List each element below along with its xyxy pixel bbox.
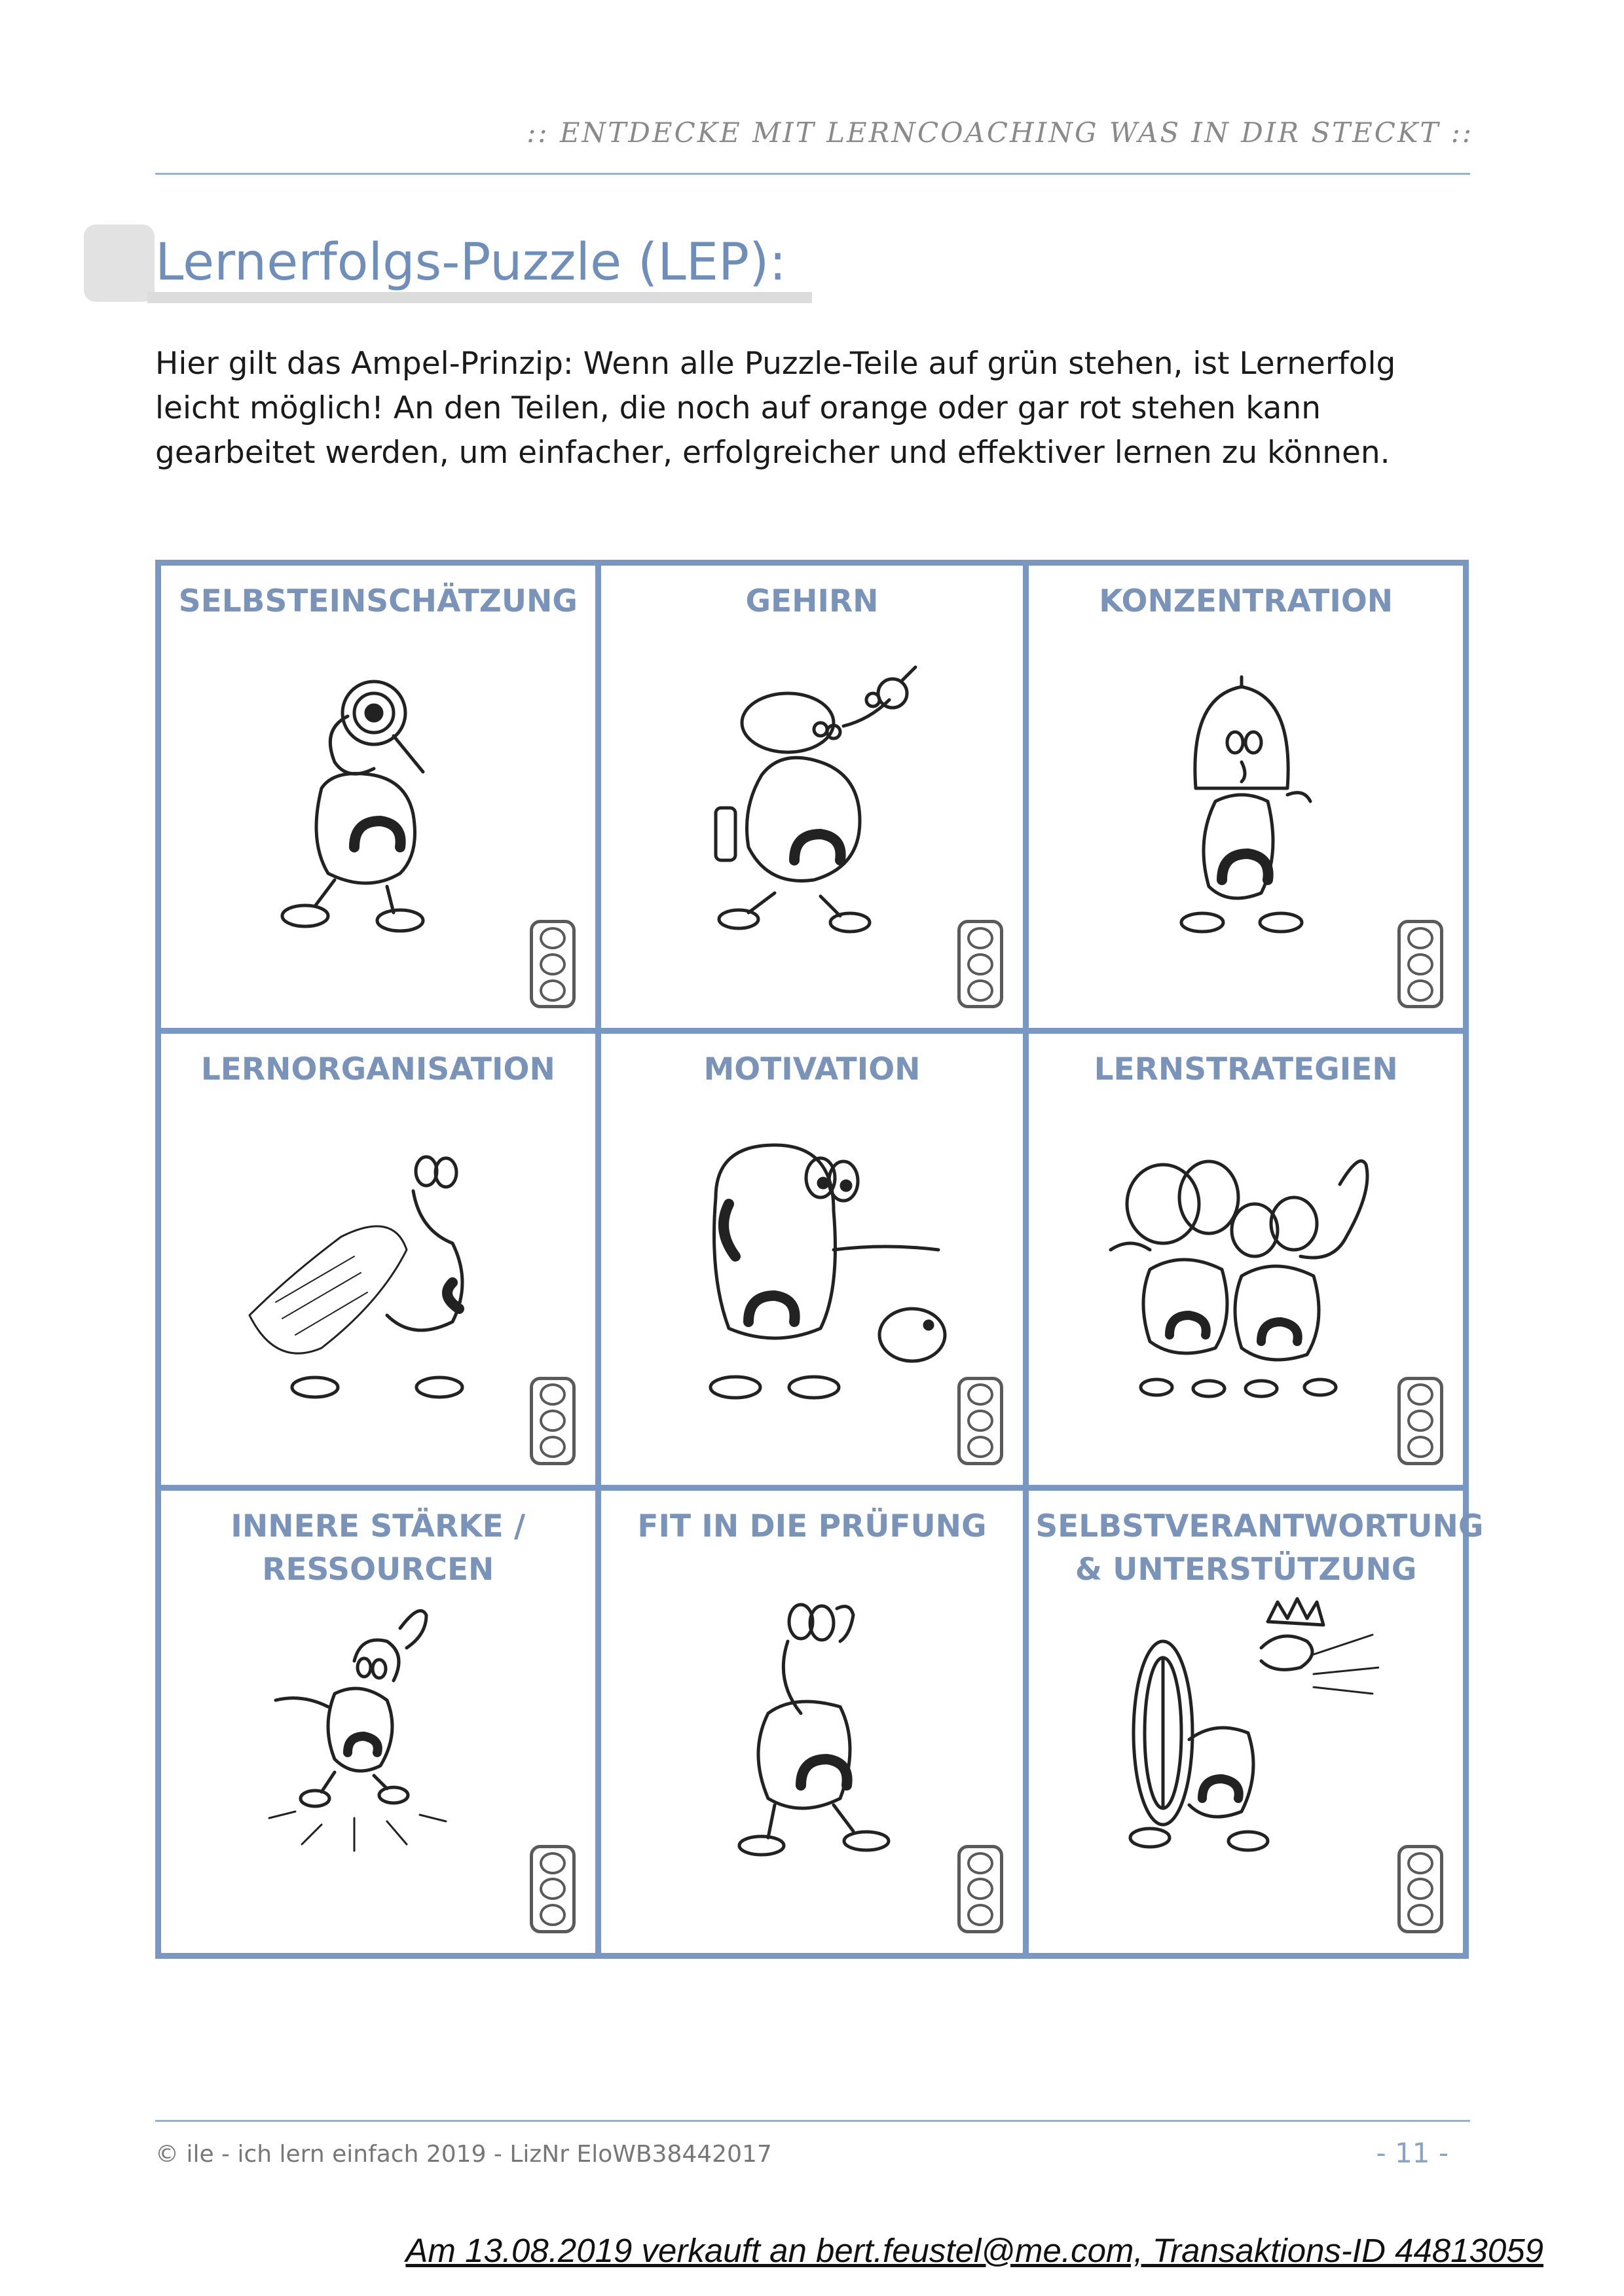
traffic-light-lamp-orange [967,1878,993,1900]
cell-title: KONZENTRATION [1099,583,1393,619]
traffic-light-lamp-green [540,1904,566,1926]
header-tagline: :: ENTDECKE MIT LERNCOACHING WAS IN DIR STECKT :: [526,117,1473,149]
traffic-light-lamp-green [967,1904,993,1926]
traffic-light-lamp-green [1407,1904,1433,1926]
thinking-puzzle-figure [676,1589,951,1864]
traffic-light-lamp-orange [1407,1410,1433,1432]
jumping-puzzle-figure [236,1589,511,1864]
cell-title: SELBSTEINSCHÄTZUNG [178,583,578,619]
puzzle-cell-motivation [595,1028,1029,1490]
traffic-light-lamp-orange [967,953,993,975]
traffic-light-lamp-green [540,1436,566,1458]
cell-title: SELBSTVERANTWORTUNG & UNTERSTÜTZUNG [1035,1508,1484,1588]
cell-title: LERNORGANISATION [200,1051,555,1088]
steering-wheel-puzzle-figure [1104,1589,1379,1864]
puzzle-grid [155,560,1484,1959]
traffic-light-lamp-orange [540,953,566,975]
cell-title: INNERE STÄRKE / RESSOURCEN [231,1508,526,1588]
puzzle-cell-gehirn [595,566,1029,1028]
traffic-light-lamp-green [1407,1436,1433,1458]
footer-copyright: © ile - ich lern einfach 2019 - LizNr EloWB38442017 [155,2141,772,2168]
traffic-light-icon [530,1845,576,1933]
pig-puzzle-figure [676,1132,951,1407]
traffic-light-lamp-green [1407,979,1433,1002]
cell-title: GEHIRN [745,583,879,619]
traffic-light-lamp-red [1407,1383,1433,1406]
cell-title: LERNSTRATEGIEN [1094,1051,1398,1088]
traffic-light-icon [1397,1845,1443,1933]
puzzle-cell-lernorganisation [161,1028,595,1490]
cell-title: FIT IN DIE PRÜFUNG [637,1508,987,1544]
traffic-light-lamp-red [1407,1852,1433,1874]
footer-divider [155,2120,1470,2122]
traffic-light-lamp-orange [967,1410,993,1432]
traffic-light-lamp-orange [1407,953,1433,975]
traffic-light-lamp-green [540,979,566,1002]
page-title: Lernerfolgs-Puzzle (LEP): [155,233,786,292]
traffic-light-icon [957,920,1003,1008]
traffic-light-lamp-red [1407,927,1433,949]
traffic-light-icon [1397,920,1443,1008]
bell-jar-puzzle-figure [1104,664,1379,939]
traffic-light-icon [530,920,576,1008]
title-tab-decoration [84,225,155,302]
sold-notice: Am 13.08.2019 verkauft an bert.feustel@me.com, Transaktions-ID 44813059 [405,2232,1543,2269]
traffic-light-lamp-red [967,1852,993,1874]
traffic-light-icon [530,1377,576,1465]
traffic-light-lamp-red [540,927,566,949]
traffic-light-icon [957,1377,1003,1465]
traffic-light-lamp-orange [1407,1878,1433,1900]
traffic-light-lamp-green [967,979,993,1002]
scroll-puzzle-figure [236,1132,511,1407]
elephant-puzzle-figure [1104,1132,1379,1407]
traffic-light-lamp-red [540,1383,566,1406]
header-divider [155,173,1470,175]
puzzle-cell-selbstverantwortung [1029,1491,1484,1953]
puzzle-cell-fit-in-die-pruefung [595,1491,1029,1953]
puzzle-cell-lernstrategien [1029,1028,1463,1490]
cell-title: MOTIVATION [703,1051,921,1088]
brain-puzzle-figure [676,664,951,939]
traffic-light-icon [1397,1377,1443,1465]
puzzle-cell-innere-staerke [161,1491,595,1953]
traffic-light-lamp-orange [540,1410,566,1432]
title-underline-decoration [147,292,812,303]
traffic-light-lamp-orange [540,1878,566,1900]
puzzle-cell-selbsteinschaetzung [161,566,595,1028]
traffic-light-lamp-red [540,1852,566,1874]
traffic-light-icon [957,1845,1003,1933]
magnifier-puzzle-figure [236,664,511,939]
intro-paragraph: Hier gilt das Ampel-Prinzip: Wenn alle Puzzle-Teile auf grün stehen, ist Lernerfolg leicht möglich! An den Teilen, die noch auf orange oder gar rot stehen kann gearbeitet werden, um einfacher, erfolgreicher und effektiver lernen zu können. [155,346,1396,471]
puzzle-cell-konzentration [1029,566,1463,1028]
traffic-light-lamp-green [967,1436,993,1458]
traffic-light-lamp-red [967,1383,993,1406]
traffic-light-lamp-red [967,927,993,949]
page-number: - 11 - [1376,2137,1449,2169]
